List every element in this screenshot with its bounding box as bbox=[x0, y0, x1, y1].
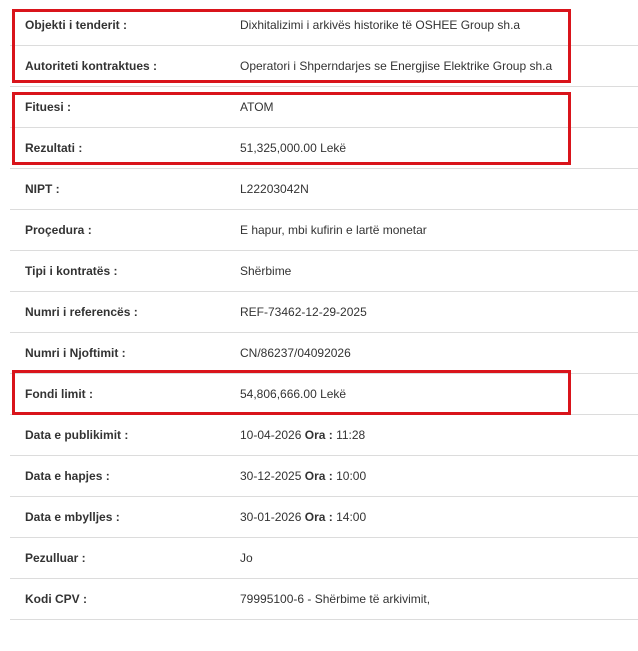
tipi-label: Tipi i kontratës : bbox=[25, 264, 118, 278]
row-procedura bbox=[10, 210, 638, 251]
publikimi-value bbox=[240, 415, 365, 456]
row-objekti bbox=[10, 5, 638, 46]
row-autoriteti bbox=[10, 46, 638, 87]
procedura-label: Proçedura : bbox=[25, 223, 92, 237]
referenca-label: Numri i referencës : bbox=[25, 305, 138, 319]
nipt-label: NIPT : bbox=[25, 182, 60, 196]
rezultati-value: 51,325,000.00 Lekë bbox=[240, 141, 347, 155]
hapja-date: 30-12-2025 bbox=[240, 469, 302, 483]
cpv-label: Kodi CPV : bbox=[25, 592, 87, 606]
pezulluar-label: Pezulluar : bbox=[25, 551, 86, 565]
row-pezulluar bbox=[10, 538, 638, 579]
row-cpv bbox=[10, 579, 638, 620]
row-njoftimi bbox=[10, 333, 638, 374]
row-hapja bbox=[10, 456, 638, 497]
publikimi-label: Data e publikimit : bbox=[25, 428, 129, 442]
nipt-value: L22203042N bbox=[240, 182, 309, 196]
mbyllja-time: 14:00 bbox=[336, 510, 367, 524]
row-fituesi bbox=[10, 87, 638, 128]
fituesi-value: ATOM bbox=[240, 100, 274, 114]
publikimi-date: 10-04-2026 bbox=[240, 428, 302, 442]
row-nipt bbox=[10, 169, 638, 210]
mbyllja-label: Data e mbylljes : bbox=[25, 510, 120, 524]
row-mbyllja bbox=[10, 497, 638, 538]
njoftimi-label: Numri i Njoftimit : bbox=[25, 346, 126, 360]
hapja-time: 10:00 bbox=[336, 469, 367, 483]
publikimi-time: 11:28 bbox=[336, 428, 366, 442]
referenca-value: REF-73462-12-29-2025 bbox=[240, 305, 367, 319]
autoriteti-value: Operatori i Shperndarjes se Energjise Elektrike Group sh.a bbox=[240, 59, 553, 73]
fondi-value: 54,806,666.00 Lekë bbox=[240, 387, 347, 401]
hapja-label: Data e hapjes : bbox=[25, 469, 110, 483]
objekti-label: Objekti i tenderit : bbox=[25, 18, 128, 32]
row-fondi bbox=[10, 374, 638, 415]
njoftimi-value: CN/86237/04092026 bbox=[240, 346, 351, 360]
fondi-label: Fondi limit : bbox=[25, 387, 93, 401]
mbyllja-ora-label: Ora : bbox=[304, 510, 333, 524]
row-tipi bbox=[10, 251, 638, 292]
hapja-ora-label: Ora : bbox=[304, 469, 333, 483]
rezultati-label: Rezultati : bbox=[25, 141, 83, 155]
tipi-value: Shërbime bbox=[240, 264, 292, 278]
fituesi-label: Fituesi : bbox=[25, 100, 72, 114]
mbyllja-date: 30-01-2026 bbox=[240, 510, 302, 524]
mbyllja-value bbox=[240, 497, 366, 538]
hapja-value bbox=[240, 456, 366, 497]
row-rezultati bbox=[10, 128, 638, 169]
row-publikimi bbox=[10, 415, 638, 456]
procedura-value: E hapur, mbi kufirin e lartë monetar bbox=[240, 223, 427, 237]
publikimi-ora-label: Ora : bbox=[304, 428, 333, 442]
autoriteti-label: Autoriteti kontraktues : bbox=[25, 59, 158, 73]
cpv-value: 79995100-6 - Shërbime të arkivimit, bbox=[240, 592, 431, 606]
tender-details-table bbox=[10, 5, 638, 620]
objekti-value: Dixhitalizimi i arkivës historike të OSHEE Group sh.a bbox=[240, 18, 521, 32]
row-referenca bbox=[10, 292, 638, 333]
pezulluar-value: Jo bbox=[240, 551, 253, 565]
